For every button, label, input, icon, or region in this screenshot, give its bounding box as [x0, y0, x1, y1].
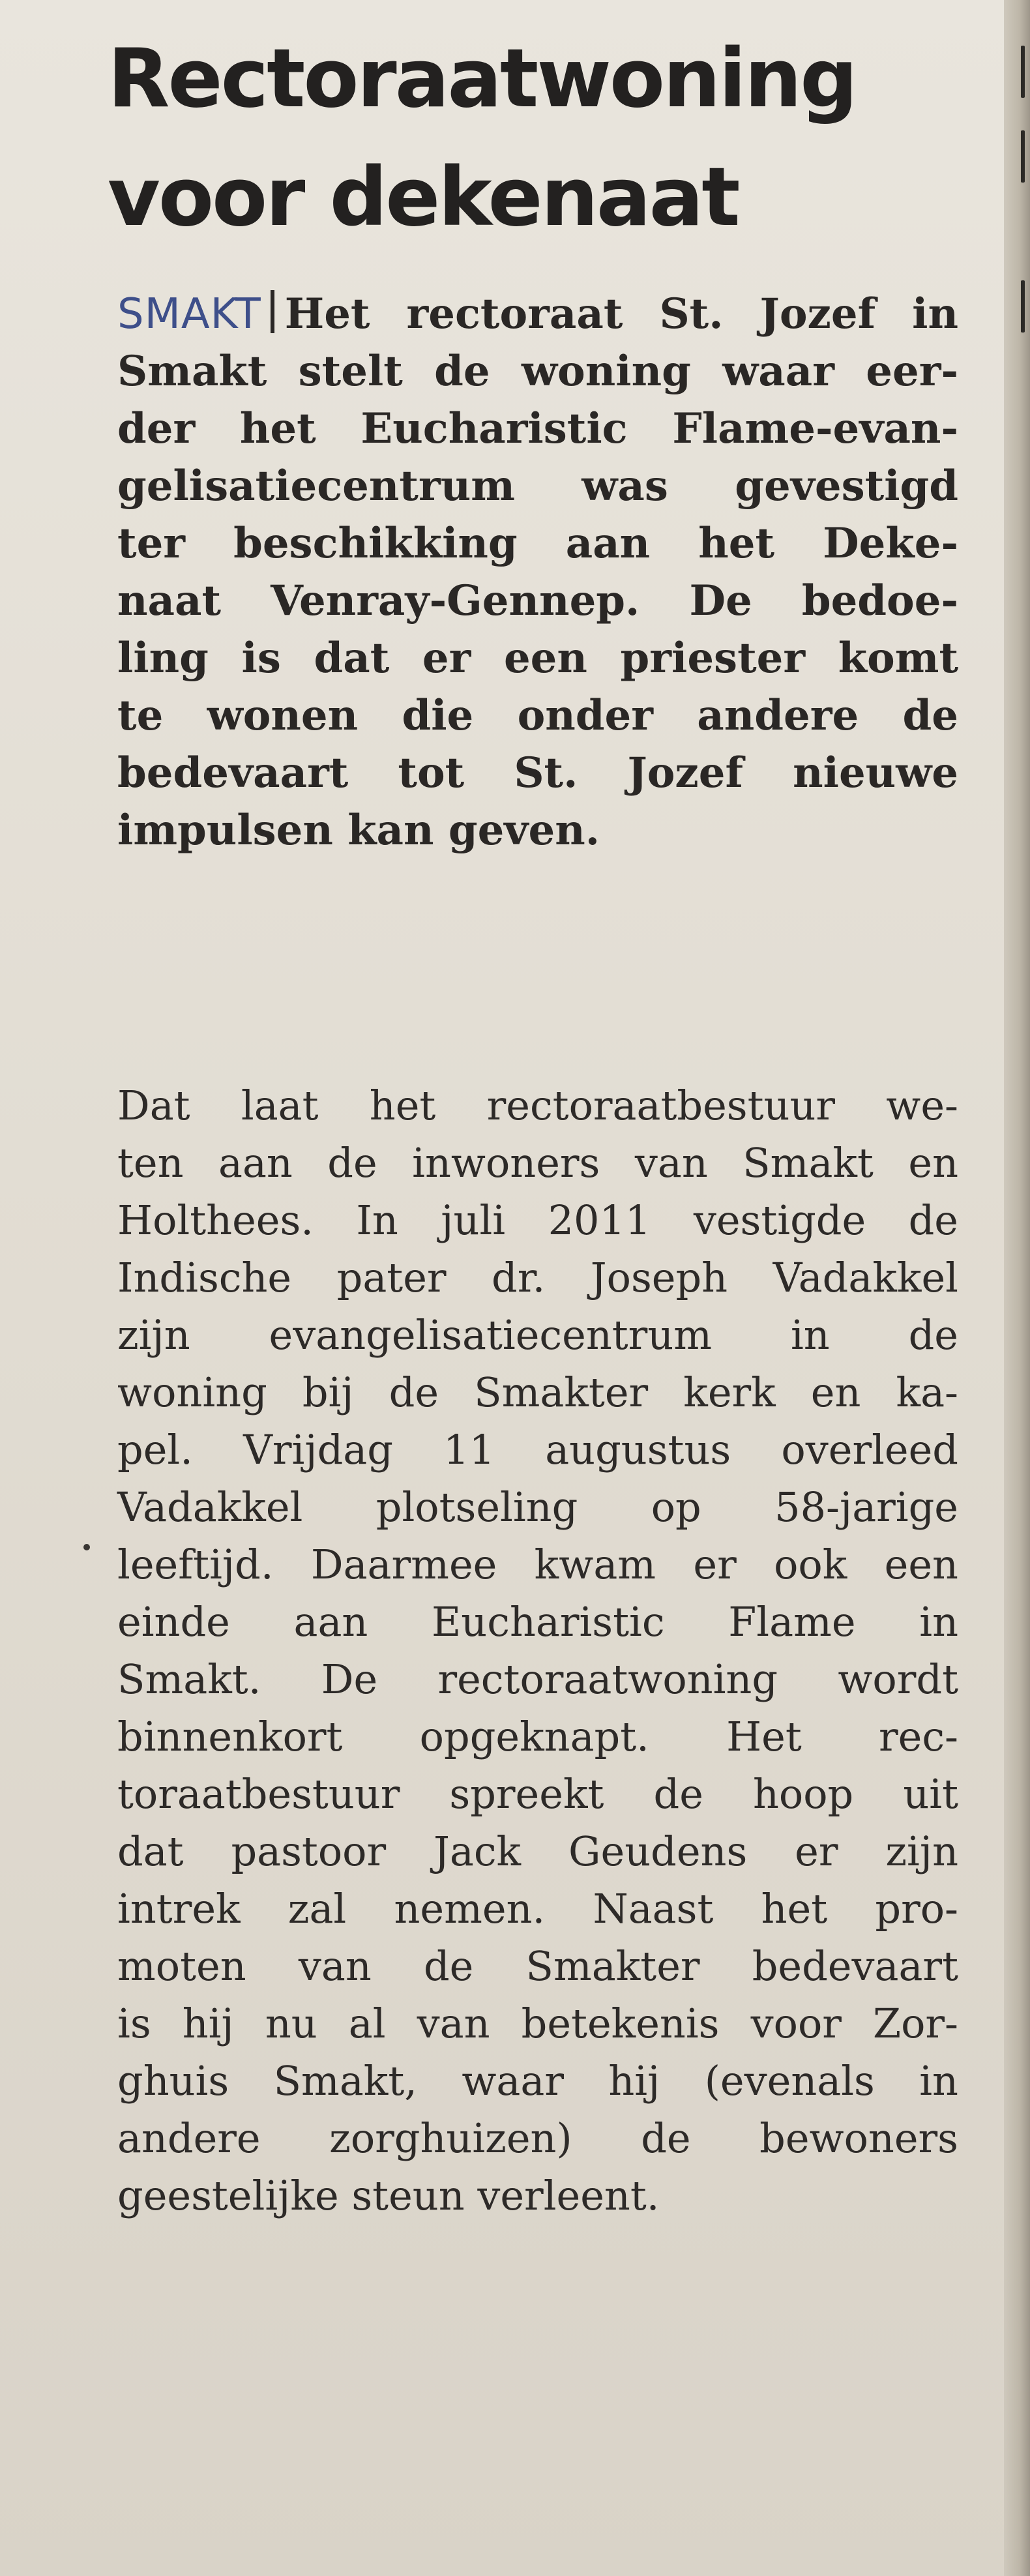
dateline: SMAKT: [117, 290, 261, 338]
article-body-paragraph: [117, 1077, 958, 2225]
lead-line: [117, 286, 958, 343]
body-line: Indische pater dr. Joseph Vadakkel: [117, 1254, 958, 1301]
adjacent-column-mark: [1021, 46, 1025, 98]
lead-line: naat Venray-Gennep. De bedoe-: [117, 576, 958, 625]
body-line: Dat laat het rectoraatbestuur we-: [117, 1082, 958, 1129]
body-line: ghuis Smakt, waar hij (evenals in: [117, 2057, 958, 2105]
body-line: ten aan de inwoners van Smakt en: [117, 1139, 958, 1187]
body-line: dat pastoor Jack Geudens er zijn: [117, 1828, 958, 1875]
body-line: woning bij de Smakter kerk en ka-: [117, 1369, 958, 1416]
dateline-separator: [271, 290, 274, 333]
lead-line: gelisatiecentrum was gevestigd: [117, 462, 958, 511]
body-line: zijn evangelisatiecentrum in de: [117, 1311, 958, 1359]
body-line: einde aan Eucharistic Flame in: [117, 1598, 958, 1646]
headline-line: Rectoraatwoning: [108, 32, 856, 126]
body-line: binnenkort opgeknapt. Het rec-: [117, 1713, 958, 1760]
body-line: andere zorghuizen) de bewoners: [117, 2114, 958, 2162]
lead-line: bedevaart tot St. Jozef nieuwe: [117, 748, 958, 797]
lead-first-text: Het rectoraat St. Jozef in: [284, 289, 958, 338]
body-line: intrek zal nemen. Naast het pro-: [117, 1885, 958, 1932]
lead-line: impulsen kan geven.: [117, 806, 600, 855]
body-line: geestelijke steun verleent.: [117, 2172, 660, 2219]
body-line: toraatbestuur spreekt de hoop uit: [117, 1770, 958, 1818]
article-lead: [117, 286, 958, 859]
body-line: moten van de Smakter bedevaart: [117, 1942, 958, 1990]
lead-line: te wonen die onder andere de: [117, 691, 958, 740]
print-speck: [83, 1544, 90, 1550]
adjacent-column-mark: [1021, 130, 1025, 183]
article-headline: [108, 20, 975, 257]
lead-line: Smakt stelt de woning waar eer-: [117, 347, 958, 396]
body-line: is hij nu al van betekenis voor Zor-: [117, 2000, 958, 2047]
body-line: Holthees. In juli 2011 vestigde de: [117, 1196, 958, 1244]
adjacent-column-mark: [1021, 280, 1025, 333]
lead-line: der het Eucharistic Flame-evan-: [117, 404, 958, 453]
body-line: leeftijd. Daarmee kwam er ook een: [117, 1541, 958, 1588]
body-line: Vadakkel plotseling op 58-jarige: [117, 1483, 958, 1531]
lead-line: ling is dat er een priester komt: [117, 634, 958, 683]
adjacent-page-edge: [1004, 0, 1030, 2576]
headline-line: voor dekenaat: [108, 151, 739, 244]
body-line: Smakt. De rectoraatwoning wordt: [117, 1655, 958, 1703]
body-line: pel. Vrijdag 11 augustus overleed: [117, 1426, 958, 1473]
lead-line: ter beschikking aan het Deke-: [117, 519, 958, 568]
